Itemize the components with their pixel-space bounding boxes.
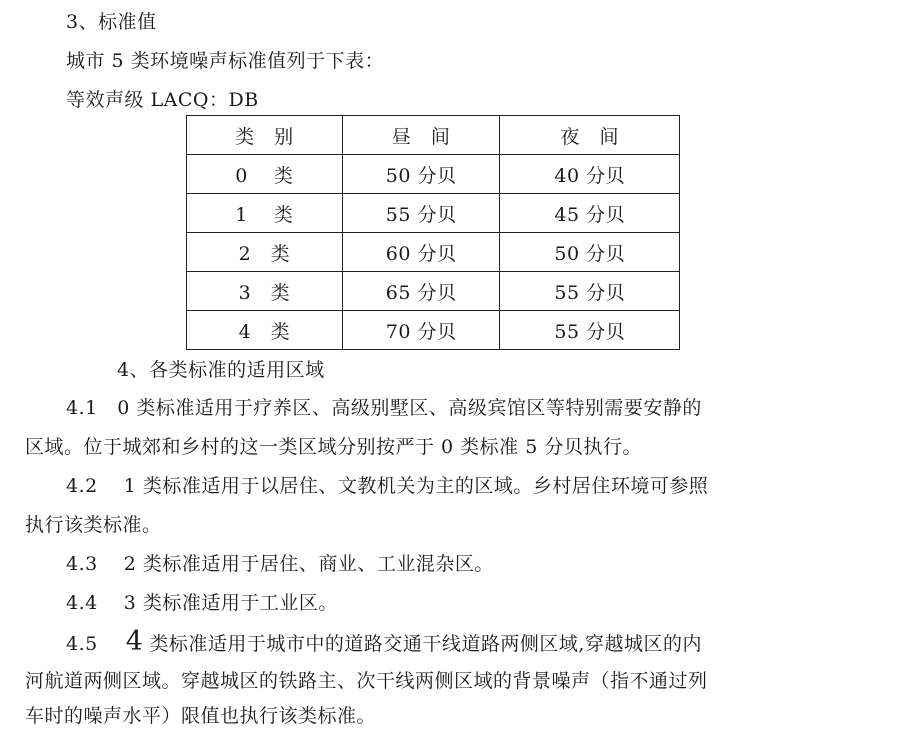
- paragraph-4-5-number: 4.5: [66, 633, 98, 655]
- section-3-title: 3、标准值: [66, 11, 157, 33]
- table-row: [187, 194, 680, 233]
- unit-label: 等效声级 LACQ：DB: [66, 89, 259, 111]
- table-row: [187, 272, 680, 311]
- paragraph-4-3: 4.3 2 类标准适用于居住、商业、工业混杂区。: [66, 553, 494, 575]
- paragraph-4-1-line-2: 区域。位于城郊和乡村的这一类区域分别按严于 0 类标准 5 分贝执行。: [25, 436, 642, 458]
- paragraph-4-4: 4.4 3 类标准适用于工业区。: [66, 592, 338, 614]
- header-class: 类 别: [187, 116, 343, 155]
- cell-night: 45 分贝: [500, 194, 680, 233]
- paragraph-4-2-line-1: 4.2 1 类标准适用于以居住、文教机关为主的区域。乡村居住环境可参照: [66, 475, 709, 497]
- cell-night: 55 分贝: [500, 272, 680, 311]
- table-row: [187, 311, 680, 350]
- noise-standard-table: [186, 115, 680, 350]
- paragraph-4-5-line-1: [66, 626, 702, 657]
- table-header-row: [187, 116, 680, 155]
- header-night: 夜 间: [500, 116, 680, 155]
- cell-class: 3 类: [187, 272, 343, 311]
- table-row: [187, 233, 680, 272]
- cell-day: 65 分贝: [342, 272, 500, 311]
- paragraph-4-5-line-3: 车时的噪声水平）限值也执行该类标准。: [25, 705, 377, 727]
- cell-day: 60 分贝: [342, 233, 500, 272]
- paragraph-4-1-line-1: 4.1 0 类标准适用于疗养区、高级别墅区、高级宾馆区等特别需要安静的: [66, 397, 702, 419]
- table-intro: 城市 5 类环境噪声标准值列于下表：: [66, 50, 385, 72]
- section-4-title: 4、各类标准的适用区域: [117, 359, 325, 381]
- cell-class: 1 类: [187, 194, 343, 233]
- paragraph-4-5-line-2: 河航道两侧区域。穿越城区的铁路主、次干线两侧区域的背景噪声（指不通过列: [25, 670, 708, 692]
- paragraph-4-5-text: 类标准适用于城市中的道路交通干线道路两侧区域,穿越城区的内: [149, 633, 702, 655]
- cell-night: 40 分贝: [500, 155, 680, 194]
- cell-day: 70 分贝: [342, 311, 500, 350]
- cell-class: 4 类: [187, 311, 343, 350]
- paragraph-4-2-line-2: 执行该类标准。: [25, 514, 162, 536]
- table-row: [187, 155, 680, 194]
- cell-class: 2 类: [187, 233, 343, 272]
- cell-day: 55 分贝: [342, 194, 500, 233]
- paragraph-4-5-class-digit: 4: [125, 626, 144, 657]
- cell-class: 0 类: [187, 155, 343, 194]
- header-day: 昼 间: [342, 116, 500, 155]
- cell-day: 50 分贝: [342, 155, 500, 194]
- cell-night: 55 分贝: [500, 311, 680, 350]
- cell-night: 50 分贝: [500, 233, 680, 272]
